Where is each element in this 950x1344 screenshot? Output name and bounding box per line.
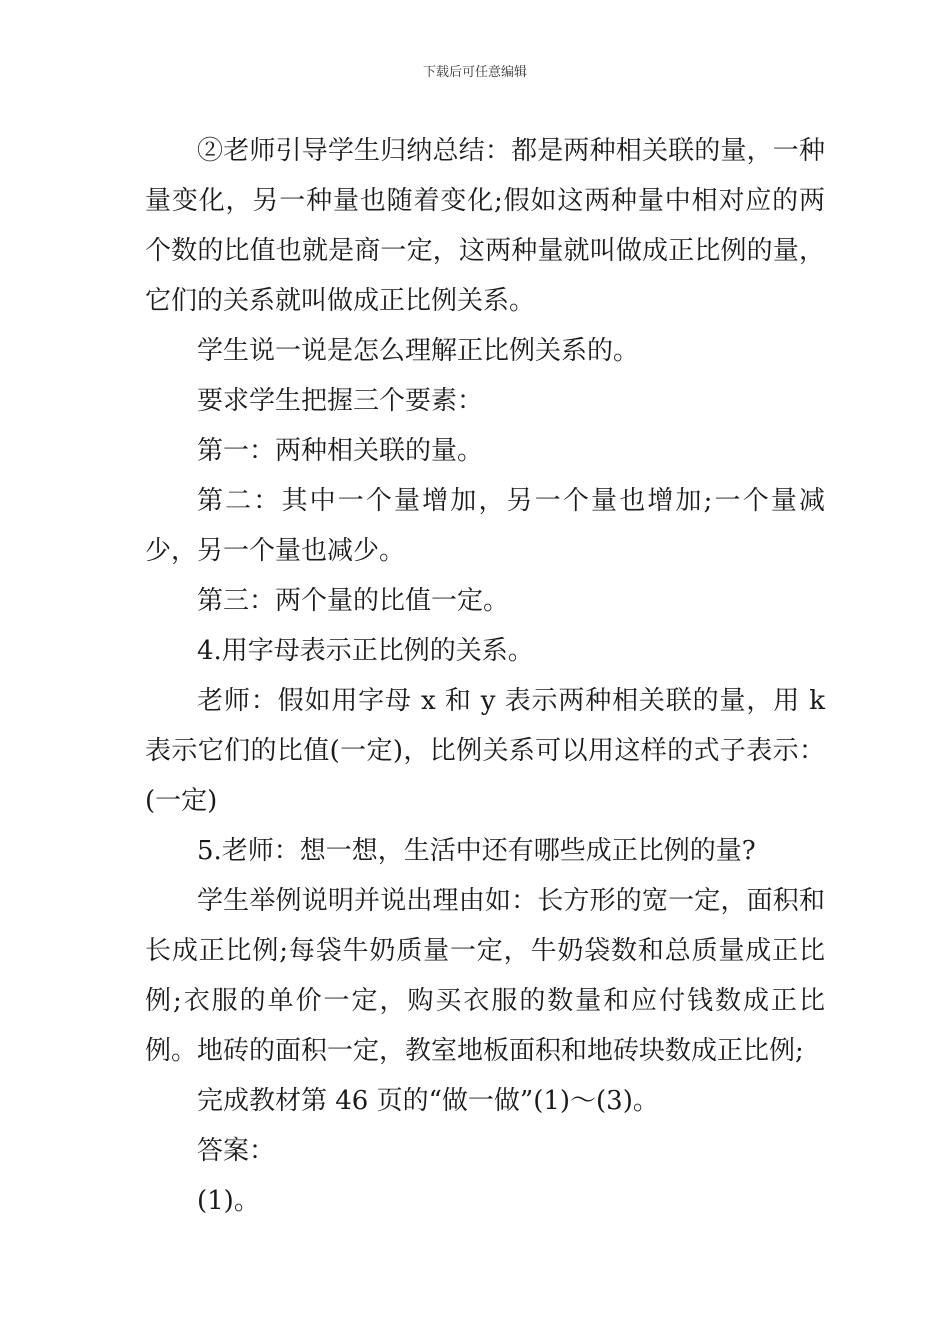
- paragraph-examples: 学生举例说明并说出理由如：长方形的宽一定，面积和长成正比例;每袋牛奶质量一定，牛奶袋数和总质量成正比例;衣服的单价一定，购买衣服的数量和应付钱数成正比例。地砖的面积一定，教室地板面积和地砖块数成正比例;: [145, 886, 825, 1066]
- paragraph-section-4: 4.用字母表示正比例的关系。: [197, 636, 534, 666]
- paragraph-answer-label: 答案：: [197, 1136, 276, 1166]
- paragraph-student-explain: 学生说一说是怎么理解正比例关系的。: [197, 336, 640, 366]
- paragraph-three-elements: 要求学生把握三个要素：: [197, 386, 484, 416]
- paragraph-element-three: 第三：两个量的比值一定。: [197, 586, 510, 616]
- document-body: [145, 126, 825, 1226]
- paragraph-section-5: 5.老师：想一想，生活中还有哪些成正比例的量?: [197, 836, 756, 866]
- page-header: 下载后可任意编辑: [422, 65, 527, 80]
- paragraph-element-two: 第二：其中一个量增加，另一个量也增加;一个量减少，另一个量也减少。: [145, 486, 825, 566]
- paragraph-summary: ②老师引导学生归纳总结：都是两种相关联的量，一种量变化，另一种量也随着变化;假如这两种量中相对应的两个数的比值也就是商一定，这两种量就叫做成正比例的量，它们的关系就叫做成正比例关系。: [145, 136, 825, 316]
- paragraph-letter-notation: 老师：假如用字母 x 和 y 表示两种相关联的量，用 k 表示它们的比值(一定)，比例关系可以用这样的式子表示：(一定): [145, 686, 825, 816]
- paragraph-element-one: 第一：两种相关联的量。: [197, 436, 484, 466]
- paragraph-exercise: 完成教材第 46 页的“做一做”(1)～(3)。: [197, 1086, 659, 1116]
- paragraph-answer-1: (1)。: [197, 1186, 260, 1216]
